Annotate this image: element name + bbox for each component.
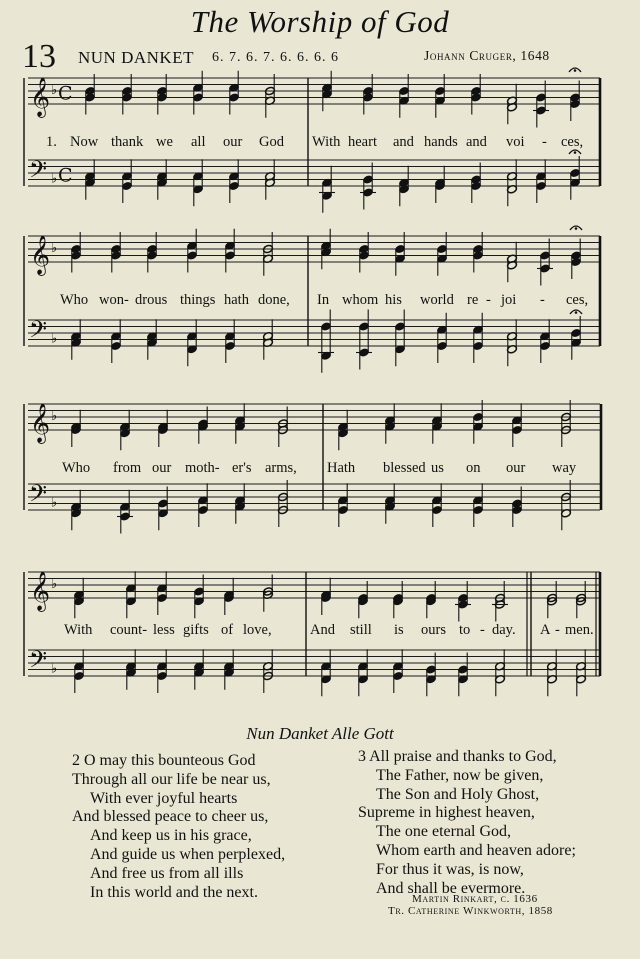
lyric-syllable: voi xyxy=(506,134,525,150)
lyric-syllable: Who xyxy=(60,292,89,308)
key-signature-flat: ♭ xyxy=(51,331,58,347)
stanza-3 xyxy=(358,748,576,898)
lyric-syllable: things xyxy=(180,292,216,308)
lyric-syllable: ours xyxy=(421,622,446,638)
lyric-syllable: world xyxy=(420,292,454,308)
stanza-line: 3 All praise and thanks to God, xyxy=(358,748,557,765)
lyric-syllable: all xyxy=(191,134,206,150)
stanza-line: For thus it was, is now, xyxy=(376,860,524,878)
lyric-syllable: from xyxy=(113,460,142,476)
stanza-line: Supreme in highest heaven, xyxy=(358,804,535,822)
lyric-syllable: hath xyxy=(224,292,249,308)
lyric-syllable: drous xyxy=(135,292,168,308)
lyric-syllable: our xyxy=(152,460,172,476)
time-signature: C xyxy=(58,164,73,187)
bass-clef: 𝄢 xyxy=(29,155,48,189)
lyric-syllable: A xyxy=(540,622,551,638)
fermata-dot xyxy=(574,69,577,72)
page-title: The Worship of God xyxy=(190,4,450,39)
lyric-syllable: With xyxy=(64,622,93,638)
lyric-syllable: heart xyxy=(348,134,377,150)
lyric-syllable: - xyxy=(542,134,547,150)
lyric-syllable: less xyxy=(153,622,175,638)
fermata-dot xyxy=(575,311,578,314)
lyric-syllable: us xyxy=(431,460,444,476)
lyric-syllable: our xyxy=(506,460,526,476)
lyric-syllable: done, xyxy=(258,292,290,308)
lyric-syllable: won- xyxy=(99,292,129,308)
lyric-syllable: count- xyxy=(110,622,148,638)
lyric-syllable: day. xyxy=(492,622,516,638)
key-signature-flat: ♭ xyxy=(51,409,58,424)
stanza-line: Whom earth and heaven adore; xyxy=(376,841,576,859)
author-credit: Martin Rinkart, c. 1636 xyxy=(412,893,538,905)
lyric-syllable: arms, xyxy=(265,460,297,476)
lyric-syllable: his xyxy=(385,292,402,308)
stanza-line: 2 O may this bounteous God xyxy=(72,752,256,769)
stanza-line: And shall be evermore. xyxy=(376,879,526,897)
tune-name: NUN DANKET xyxy=(78,48,194,67)
hymn-subtitle: Nun Danket Alle Gott xyxy=(246,724,394,743)
lyric-syllable: ces, xyxy=(566,292,589,308)
stanza-line: And guide us when perplexed, xyxy=(90,845,286,863)
lyric-syllable: of xyxy=(221,622,234,638)
treble-clef: 𝄞 xyxy=(30,235,51,275)
stanza-line: And blessed peace to cheer us, xyxy=(72,808,269,826)
lyric-syllable: our xyxy=(223,134,243,150)
lyric-syllable: - xyxy=(480,622,485,638)
lyric-syllable: love, xyxy=(243,622,272,638)
stanza-line: With ever joyful hearts xyxy=(90,789,238,807)
lyric-syllable: - xyxy=(486,292,491,308)
stanza-line: Through all our life be near us, xyxy=(72,770,271,788)
composer: Johann Cruger, 1648 xyxy=(424,48,550,63)
lyric-syllable: and xyxy=(466,134,487,150)
key-signature-flat: ♭ xyxy=(51,241,58,256)
stanza-line: And keep us in his grace, xyxy=(90,827,252,845)
lyric-syllable: way xyxy=(552,460,577,476)
lyric-syllable: er's xyxy=(232,460,252,476)
stanza-2 xyxy=(72,752,285,902)
translator-credit: Tr. Catherine Winkworth, 1858 xyxy=(388,905,553,917)
key-signature-flat: ♭ xyxy=(51,171,58,187)
stanza-line: And free us from all ills xyxy=(90,864,244,882)
lyric-syllable: to xyxy=(459,622,471,638)
lyric-syllable: moth- xyxy=(185,460,220,476)
stanza-line: The one eternal God, xyxy=(376,823,512,841)
lyric-syllable: And xyxy=(310,622,335,638)
lyric-syllable: men. xyxy=(565,622,594,638)
bass-clef: 𝄢 xyxy=(29,645,48,679)
lyric-syllable: on xyxy=(466,460,481,476)
fermata-dot xyxy=(575,227,578,230)
lyric-syllable: Hath xyxy=(327,460,356,476)
key-signature-flat: ♭ xyxy=(51,661,58,677)
treble-clef: 𝄞 xyxy=(30,403,51,443)
stanza-line: In this world and the next. xyxy=(90,883,258,901)
bass-clef: 𝄢 xyxy=(29,315,48,349)
key-signature-flat: ♭ xyxy=(51,577,58,592)
lyric-syllable: we xyxy=(156,134,173,150)
key-signature-flat: ♭ xyxy=(51,83,58,98)
fermata-dot xyxy=(574,151,577,154)
lyric-syllable: In xyxy=(317,292,330,308)
stanza-line: The Father, now be given, xyxy=(376,766,544,784)
lyric-syllable: Who xyxy=(62,460,91,476)
lyric-syllable: whom xyxy=(342,292,379,308)
lyric-syllable: gifts xyxy=(183,622,209,638)
treble-clef: 𝄞 xyxy=(30,77,51,117)
lyric-syllable: thank xyxy=(111,134,144,150)
meter: 6. 7. 6. 7. 6. 6. 6. 6 xyxy=(212,50,339,65)
lyric-syllable: - xyxy=(540,292,545,308)
lyric-syllable: re xyxy=(467,292,479,308)
lyric-syllable: ces, xyxy=(561,134,584,150)
hymn-number: 13 xyxy=(22,38,56,75)
lyric-syllable: and xyxy=(393,134,414,150)
stanza-line: The Son and Holy Ghost, xyxy=(376,785,540,803)
lyric-syllable: hands xyxy=(424,134,458,150)
lyric-syllable: is xyxy=(394,622,404,638)
bass-clef: 𝄢 xyxy=(29,479,48,513)
lyric-syllable: God xyxy=(259,134,284,150)
lyric-syllable: joi xyxy=(501,292,517,308)
lyric-syllable: 1. xyxy=(46,134,57,150)
treble-clef: 𝄞 xyxy=(30,571,51,611)
key-signature-flat: ♭ xyxy=(51,495,58,511)
time-signature: C xyxy=(58,82,73,105)
lyric-syllable: Now xyxy=(70,134,99,150)
lyric-syllable: blessed xyxy=(383,460,426,476)
lyric-syllable: still xyxy=(350,622,372,638)
lyric-syllable: With xyxy=(312,134,341,150)
lyric-syllable: - xyxy=(555,622,560,638)
